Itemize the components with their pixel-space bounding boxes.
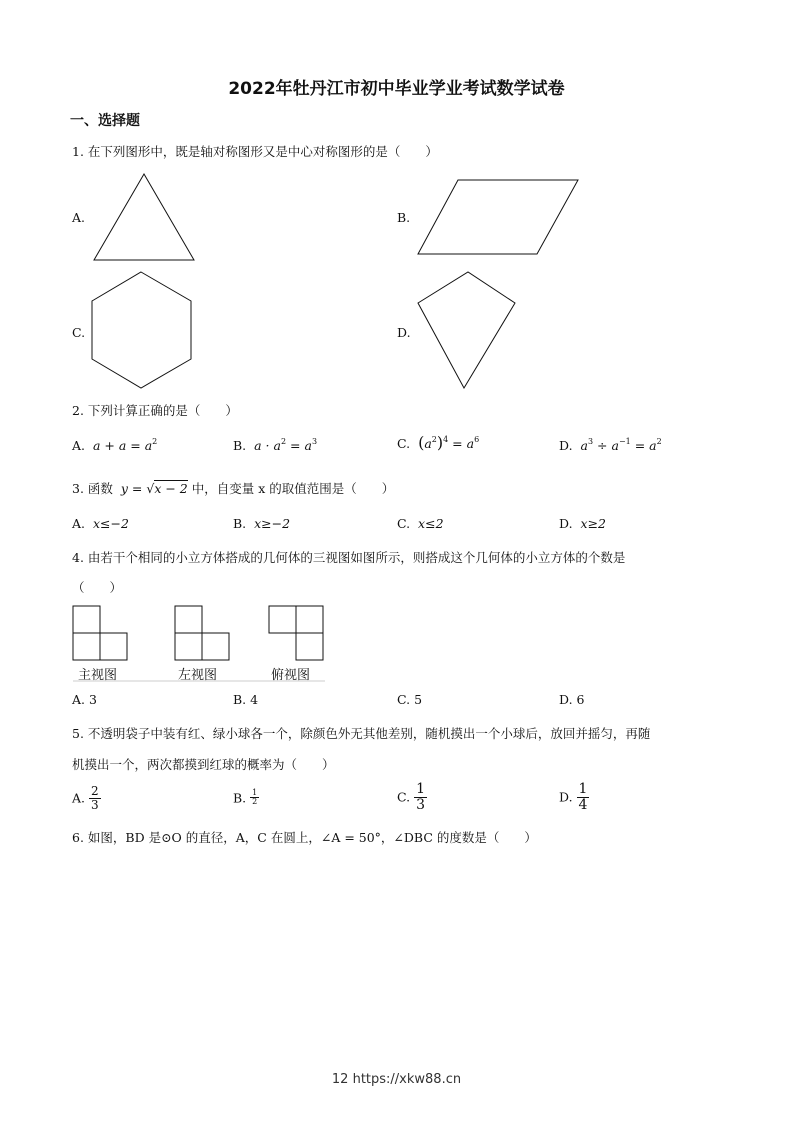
q1-option-d-label[interactable]: D. [397, 325, 411, 340]
q3-option-a-label: A. [72, 516, 86, 531]
q5-option-c-denominator: 3 [416, 796, 425, 813]
q1-option-c-label[interactable]: C. [72, 325, 86, 340]
question-5-stem-line2: 机摸出一个，两次都摸到红球的概率为（ ） [72, 757, 335, 772]
question-1-stem: 1. 在下列图形中，既是轴对称图形又是中心对称图形的是（ ） [72, 144, 438, 159]
section-heading: 一、选择题 [70, 113, 140, 129]
q5-option-a-label: A. [72, 790, 86, 806]
left-view-label: 左视图 [178, 668, 218, 683]
q5-option-d-label: D. [559, 789, 573, 805]
q5-option-c-fraction [414, 782, 427, 812]
q4-option-b-value: 4 [250, 692, 259, 707]
q4-option-b[interactable] [233, 692, 258, 707]
page-title: 2022年牡丹江市初中毕业学业考试数学试卷 [228, 79, 565, 99]
q3-option-d-expr: x≥2 [580, 516, 606, 531]
top-view-label: 俯视图 [271, 668, 311, 683]
q4-option-c-label: C. [397, 692, 411, 707]
q5-option-d-numerator: 1 [578, 781, 588, 797]
question-5-stem-line1: 5. 不透明袋子中装有红、绿小球各一个，除颜色外无其他差别，随机摸出一个小球后，放回并摇匀，再随 [72, 726, 651, 741]
q5-option-b-numerator: 1 [252, 788, 258, 797]
q4-option-a-value: 3 [89, 692, 97, 707]
q3-option-b-label: B. [233, 516, 247, 531]
question-6-stem: 6. 如图，BD 是⊙O 的直径，A，C 在圆上，∠A = 50°，∠DBC 的度数是（ ） [72, 830, 537, 845]
q2-option-c-label: C. [397, 436, 411, 451]
q2-option-d-expr: $a^3 \div a^{-1} = a^2$ [576, 437, 662, 453]
q4-option-a[interactable] [72, 692, 97, 707]
q3-option-a-expr: x≤−2 [92, 516, 129, 531]
q3-option-c-label: C. [397, 516, 411, 531]
q4-option-d-value: 6 [576, 692, 585, 707]
q2-option-a-expr: $a + a = a^2$ [89, 437, 158, 453]
q5-option-b[interactable] [233, 789, 259, 807]
q5-option-d-fraction [577, 782, 590, 812]
q5-option-a-denominator: 3 [91, 797, 99, 812]
q3-option-b-expr: x≥−2 [254, 516, 291, 531]
q4-option-a-label: A. [72, 692, 86, 707]
q5-option-c[interactable] [397, 782, 427, 812]
front-view-label: 主视图 [78, 668, 118, 683]
left-view-drawing [175, 606, 229, 660]
q4-option-b-label: B. [233, 692, 247, 707]
question-4-stem: 4. 由若干个相同的小立方体搭成的几何体的三视图如图所示，则搭成这个几何体的小立方体的个数是 [72, 550, 626, 565]
q2-option-d-label: D. [559, 438, 573, 453]
q5-option-a-numerator: 2 [91, 784, 99, 798]
q3-option-c-expr: x≤2 [418, 516, 444, 531]
q1-option-a-label[interactable]: A. [72, 210, 86, 225]
top-view-drawing [269, 606, 323, 660]
q3-stem-suffix: 中，自变量 x 的取值范围是（ ） [191, 481, 395, 496]
q5-option-d-denominator: 4 [578, 796, 588, 813]
q1-option-b-label[interactable]: B. [397, 210, 411, 225]
q5-option-c-label: C. [397, 789, 411, 805]
question-2-stem: 2. 下列计算正确的是（ ） [72, 403, 238, 418]
q4-option-c-value: 5 [414, 692, 423, 707]
q2-option-c-expr: $(a^2)^4 = a^6$ [418, 433, 480, 452]
q5-option-d[interactable] [559, 782, 589, 812]
q5-option-c-numerator: 1 [416, 781, 425, 797]
q3-stem-prefix: 3. 函数 [72, 481, 113, 496]
q3-option-d-label: D. [559, 516, 573, 531]
front-view-drawing [73, 606, 127, 660]
q4-option-d-label: D. [559, 692, 573, 707]
q4-option-c[interactable] [397, 692, 422, 707]
q3-function-expr: y = √x − 2 [116, 481, 188, 496]
q2-option-a-label: A. [72, 438, 86, 453]
q5-option-a[interactable] [72, 785, 101, 811]
q2-option-b-label: B. [233, 438, 247, 453]
q5-option-b-fraction [250, 789, 259, 807]
q5-option-b-denominator: 2 [252, 797, 258, 807]
q4-option-d[interactable] [559, 692, 585, 707]
page-footer: 12 https://xkw88.cn [331, 1072, 462, 1087]
q5-option-b-label: B. [233, 790, 247, 806]
question-4-paren: （ ） [72, 580, 123, 595]
q2-option-b-expr: $a \cdot a^2 = a^3$ [250, 437, 318, 453]
q5-option-a-fraction [89, 785, 101, 811]
